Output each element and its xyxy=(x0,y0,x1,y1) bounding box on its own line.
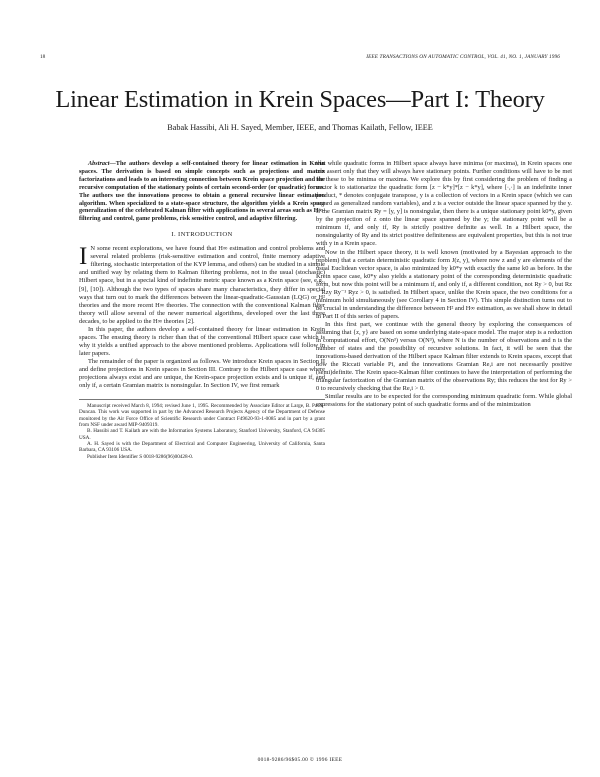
intro-paragraph-2: In this paper, the authors develop a self-contained theory for linear estimation in Krein spaces. The ensuing theory is richer than that of the conventional Hilbert space case which is why it yields a unified approach to the above mentioned problems. Applications will follow in later papers. xyxy=(79,325,325,357)
right-column xyxy=(316,160,572,409)
abstract-text: The authors develop a self-contained theory for linear estimation in Krein spaces. The derivation is based on simple concepts such as projections and matrix factorizations and leads to an interesting connection between Krein space projection and the recursive computation of the stationary points of certain second-order (or quadratic) forms. The authors use the innovations process to obtain a general recursive linear estimation algorithm. When specialized to a state-space structure, the algorithm yields a Krein space generalization of the celebrated Kalman filter with applications in several areas such as H∞-filtering and control, game problems, risk sensitive control, and adaptive filtering. xyxy=(79,160,325,223)
abstract-label: Abstract— xyxy=(88,160,116,167)
right-paragraph-1: that while quadratic forms in Hilbert space always have minima (or maxima), in Krein spaces one can assert only that they will always have stationary points. Further conditions will have to be met for these to be minima or maxima. We explore this by first considering the problem of finding a vector k to stationarize the quadratic form [z − k*y]*[z − k*y], where [·,·] is an indefinite inner product, * denotes conjugate transpose, y is a collection of vectors in a Krein space (which we can regard as generalized random variables), and z is a vector outside the linear space spanned by the y. If the Gramian matrix Ry = [y, y] is nonsingular, then there is a unique stationary point k0*y, given by the projection of z onto the linear space spanned by the y; the stationary point will be a minimum if, and only if, Ry is strictly positive definite as well. In a Hilbert space, the nonsingularity of Ry and its strict positive definiteness are equivalent properties, but this is not true with y in a Krein space. xyxy=(316,160,572,248)
paper-title: Linear Estimation in Krein Spaces—Part I: Theory xyxy=(55,86,545,113)
footnote-manuscript: Manuscript received March 8, 1994; revised June 1, 1995. Recommended by Associate Editor at Large, B. Pasik-Duncan. This work was supported in part by the Advanced Research Projects Agency of the Department of Defense monitored by the Air Force Office of Scientific Research under Contract F49620-93-1-0085 and in part by a grant from NSF under award MIP-9409319. xyxy=(79,403,325,429)
copyright-code: 0018-9286/96$05.00 © 1996 IEEE xyxy=(257,757,343,763)
left-column xyxy=(79,160,325,460)
page-number: 18 xyxy=(40,54,46,60)
right-paragraph-4: Similar results are to be expected for the corresponding minimum quadratic form. While global expressions for the stationary point of such quadratic forms and of the minimization xyxy=(316,393,572,409)
author-line: Babak Hassibi, Ali H. Sayed, Member, IEEE, and Thomas Kailath, Fellow, IEEE xyxy=(167,123,433,132)
abstract xyxy=(79,160,325,223)
footnote-sayed: A. H. Sayed is with the Department of Electrical and Computer Engineering, University of California, Santa Barbara, CA 93106 USA. xyxy=(79,440,325,454)
right-paragraph-2: Now in the Hilbert space theory, it is well known (motivated by a Bayesian approach to the problem) that a certain deterministic quadratic form J(z, y), where now z and y are elements of the usual Euclidean vector space, is also minimized by k0*y with exactly the same k0 as before. In the Krein space case, k0*y also yields a stationary point of the corresponding deterministic quadratic form, but now this point will be a minimum if, and only if, a different condition, not Ry > 0, but Rz − Rzy Ry⁻¹ Ryz > 0, is satisfied. In Hilbert space, unlike the Krein space, the two conditions for a minimum hold simultaneously (see Corollary 4 in Section IV). This simple distinction turns out to be crucial in understanding the difference between H² and H∞ estimation, as we shall show in detail in Part II of this series of papers. xyxy=(316,248,572,320)
right-paragraph-3: In this first part, we continue with the general theory by exploring the consequences of assuming that {z, y} are based on some underlying state-space model. The major step is a reduction in computational effort, O(Nn³) versus O(N³), where N is the number of observations and n is the number of states and the possibility of recursive solutions. In fact, it will be seen that the innovations-based derivation of the Hilbert space Kalman filter extends to Krein spaces, except that now the Riccati variable Pi, and the innovations Gramian Re,i are not necessarily positive (semi)definite. The Krein space-Kalman filter continues to have the interpretation of performing the triangular factorization of the Gramian matrix of the observations Ry; this reduces the test for Ry > 0 to recursively checking that the Re,i > 0. xyxy=(316,320,572,393)
drop-cap: I xyxy=(79,243,88,271)
footnote-publisher-id: Publisher Item Identifier S 0018-9286(96)00428-0. xyxy=(87,453,194,460)
running-header xyxy=(40,54,560,64)
footnote-hassibi-kailath: B. Hassibi and T. Kailath are with the Information Systems Laboratory, Stanford University, Stanford, CA 94305 USA. xyxy=(79,428,325,441)
intro-paragraph-3: The remainder of the paper is organized as follows. We introduce Krein spaces in Section II and define projections in Krein spaces in Section III. Contrary to the Hilbert space case where projections always exist and are unique, the Krein-space projection exists and is unique if, and only if, a certain Gramian matrix is nonsingular. In Section IV, we first remark xyxy=(79,357,325,390)
intro-paragraph-1 xyxy=(79,245,325,325)
journal-line: IEEE TRANSACTIONS ON AUTOMATIC CONTROL, VOL. 41, NO. 1, JANUARY 1996 xyxy=(366,54,560,60)
section-heading-introduction: I. INTRODUCTION xyxy=(171,231,233,239)
footnotes xyxy=(79,399,325,460)
intro-paragraph-1-text: N some recent explorations, we have found that H∞ estimation and control problems and several related problems (risk-sensitive estimation and control, finite memory adaptive filtering, stochastic interpretation of the KYP lemma, and others) can be studied in a simple and unified way by relating them to Kalman filtering problems, not in the usual (stochastic) Hilbert space, but in a special kind of indefinite metric space known as a Krein space (see, e.g., [9], [10]). Although the two types of spaces share many characteristics, they differ in special ways that turn out to mark the differences between the linear-quadratic-Gaussian (LQG) or H² theories and the more recent H∞ theories. The connection with the conventional Kalman filter theory will allow several of the newer numerical algorithms, developed over the last three decades, to be applied to the H∞ theories [2]. xyxy=(79,245,325,325)
